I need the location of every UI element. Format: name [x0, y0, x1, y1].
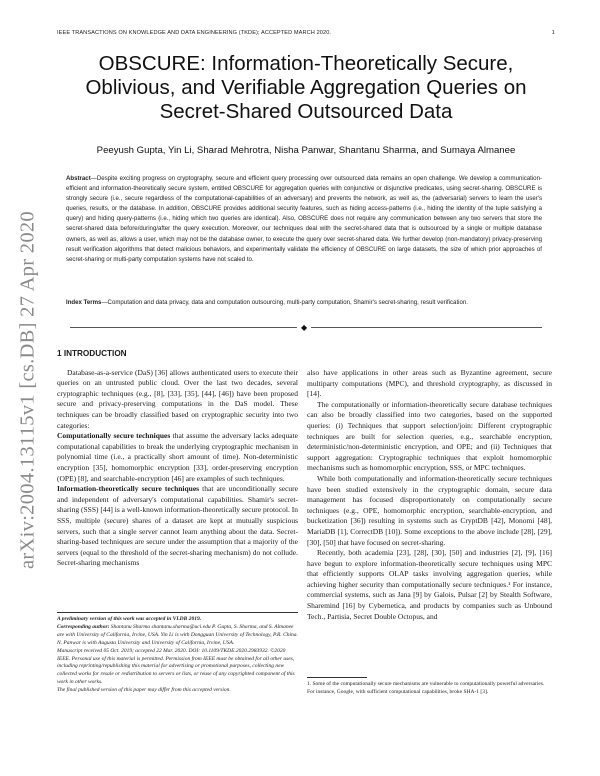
abstract	[66, 174, 542, 265]
footnote-rule-right	[307, 677, 367, 678]
running-head-text: IEEE TRANSACTIONS ON KNOWLEDGE AND DATA ENGINEERING (TKDE); ACCEPTED MARCH 2020.	[57, 30, 332, 36]
footnote-left	[57, 616, 298, 695]
intro-paragraph-r1: also have applications in other areas such as Byzantine agreement, secure multiparty computations (MPC), and threshold cryptography, as discussed in [14].	[307, 368, 552, 399]
intro-paragraph-2: Computationally secure techniques that assume the adversary lacks adequate computational capabilities to break the underlying cryptographic mechanism in polynomial time (i.e., a practically short amount of time). Non-deterministic encryption [35], homomorphic encryption [33], order-preserving encryption (OPE) [8], and searchable-encryption [46] are examples of such techniques.	[57, 431, 298, 483]
corresponding-author-note: Corresponding author: Shantanu Sharma shantanu.sharma@uci.edu P. Gupta, S. Sharma, and S. Almanee are with University of California, Irvine, USA. Yin Li is with Dongguan University of Technology, P.R. China. N. Panwar is with Augusta University and University of California, Irvine, USA.	[57, 623, 298, 646]
page-number: 1	[551, 30, 555, 36]
intro-paragraph-r2: The computationally or information-theoretically secure database techniques can also be broadly classified into two categories, based on the supported queries: (i) Techniques that support selection/join: Different cryptographic techniques are built for selection queries, e.g., searchable encryption, deterministic/non-deterministic encryption, and OPE; and (ii) Techniques that support aggregation: Cryptographic techniques that exploit homomorphic mechanisms such as homomorphic encryption, SSS, or MPC techniques.	[307, 399, 552, 473]
footnote-rule-left	[57, 612, 298, 613]
abstract-label: Abstract	[66, 175, 91, 182]
right-column	[307, 368, 552, 622]
arxiv-stamp	[14, 170, 42, 610]
section-heading: 1 INTRODUCTION	[57, 349, 127, 358]
running-header	[57, 30, 555, 40]
information-theoretic-label: Information-theoretically secure techniques	[57, 484, 200, 494]
index-terms-label: Index Terms	[66, 299, 102, 306]
author-list: Peeyush Gupta, Yin Li, Sharad Mehrotra, Nisha Panwar, Shantanu Sharma, and Sumaya Almanee	[96, 145, 516, 156]
separator-diamond-icon: ◆	[297, 324, 311, 332]
intro-paragraph-3: Information-theoretically secure techniques that are unconditionally secure and independent of adversary's computational capabilities. Shamir's secret-sharing (SSS) [44] is a well-known information-theoretically secure protocol. In SSS, multiple (secure) shares of a dataset are kept at mutually suspicious servers, such that a single server cannot learn anything about the data. Secret-sharing-based techniques are secure under the assumption that a majority of the servers (equal to the threshold of the secret-sharing mechanism) do not collude. Secret-sharing mechanisms	[57, 484, 298, 568]
left-column	[57, 349, 298, 569]
intro-paragraph-1: Database-as-a-service (DaS) [36] allows authenticated users to execute their queries on an untrusted public cloud. Over the last two decades, several cryptographic techniques (e.g., [8], [33], [35], [44], [46]) have been proposed secure and privacy-preserving computations in the DaS model. These techniques can be broadly classified based on cryptographic security into two categories:	[57, 367, 298, 430]
paper-title: OBSCURE: Information-Theoretically Secure, Oblivious, and Verifiable Aggregation Queries on Secret-Shared Outsourced Data	[85, 52, 527, 123]
arxiv-stamp-text: arXiv:2004.13115v1 [cs.DB] 27 Apr 2020	[16, 211, 39, 569]
copyright-note: Manuscript received 05 Oct. 2019; accepted 22 Mar. 2020. DOI: 10.1109/TKDE.2020.2983932. ©2020 IEEE. Personal use of this material is permitted. Permission from IEEE must be obtained for all other uses, including reprinting/republishing this material for advertising or promotional purposes, collecting new collected works for resale or redistribution to servers or lists, or reuse of any copyrighted component of this work in other works.	[57, 647, 295, 686]
preliminary-version-note: A preliminary version of this work was accepted in VLDB 2019.	[57, 616, 202, 622]
footnote-right: 1. Some of the computationally secure mechanisms are vulnerable to computationally powerful adversaries. For instance, Google, with sufficient computational capabilities, broke SHA-1 [3].	[307, 681, 545, 695]
final-version-note: The final published version of this paper may differ from this accepted version.	[57, 687, 231, 694]
intro-paragraph-r3: While both computationally and information-theoretically secure techniques have been studied extensively in the cryptographic domain, secure data management has focused disproportionately on computationally secure techniques (e.g., OPE, homomorphic encryption, searchable-encryption, and bucketization [36]) resulting in systems such as CryptDB [42], Monomi [48], MariaDB [1], CorrectDB [10]). Some exceptions to the above include [28], [29], [30], [50] that have focused on secret-sharing.	[307, 473, 552, 547]
abstract-text: —Despite exciting progress on cryptography, secure and efficient query processing over outsourced data remains an open challenge. We develop a communication-efficient and information-theoretically secure system, entitled OBSCURE for aggregation queries with conjunctive or disjunctive predicates, using secret-sharing. OBSCURE is strongly secure (i.e., secure regardless of the computational-capabilities of an adversary) and prevents the network, as well as, the (adversarial) servers to learn the user's queries, results, or the database. In addition, OBSCURE provides additional security features, such as hiding access-patterns (i.e., hiding the identity of the tuple satisfying a query) and hiding query-patterns (i.e., hiding which two queries are identical). Also, OBSCURE does not require any communication between any two servers that store the secret-shared data before/during/after the query execution. Moreover, our techniques deal with the secret-shared data that is outsourced by a single or multiple database owners, as well as, allows a user, which may not be the database owner, to execute the query over secret-shared data. We further develop (non-mandatory) privacy-preserving result verification algorithms that detect malicious behaviors, and experimentally validate the efficiency of OBSCURE on large datasets, the size of which prior approaches of secret-sharing or multi-party computation systems have not scaled to.	[66, 175, 542, 263]
index-terms-text: —Computation and data privacy, data and computation outsourcing, multi-party computation, Shamir's secret-sharing, result verification.	[101, 299, 468, 306]
intro-paragraph-r4: Recently, both academia [23], [28], [30], [50] and industries [2], [9], [16] have begun to explore information-theoretically secure techniques using MPC that efficiently supports OLAP tasks involving aggregation queries, while achieving higher security than computationally secure techniques.¹ For instance, commercial systems, such as Jana [9] by Galois, Pulsar [2] by Stealth Software, Sharemind [16] by Cybernetica, and products by companies such as Unbound Tech., Partisia, Secret Double Octopus, and	[307, 548, 552, 621]
index-terms	[66, 298, 542, 308]
computational-security-label: Computationally secure techniques	[57, 431, 171, 441]
